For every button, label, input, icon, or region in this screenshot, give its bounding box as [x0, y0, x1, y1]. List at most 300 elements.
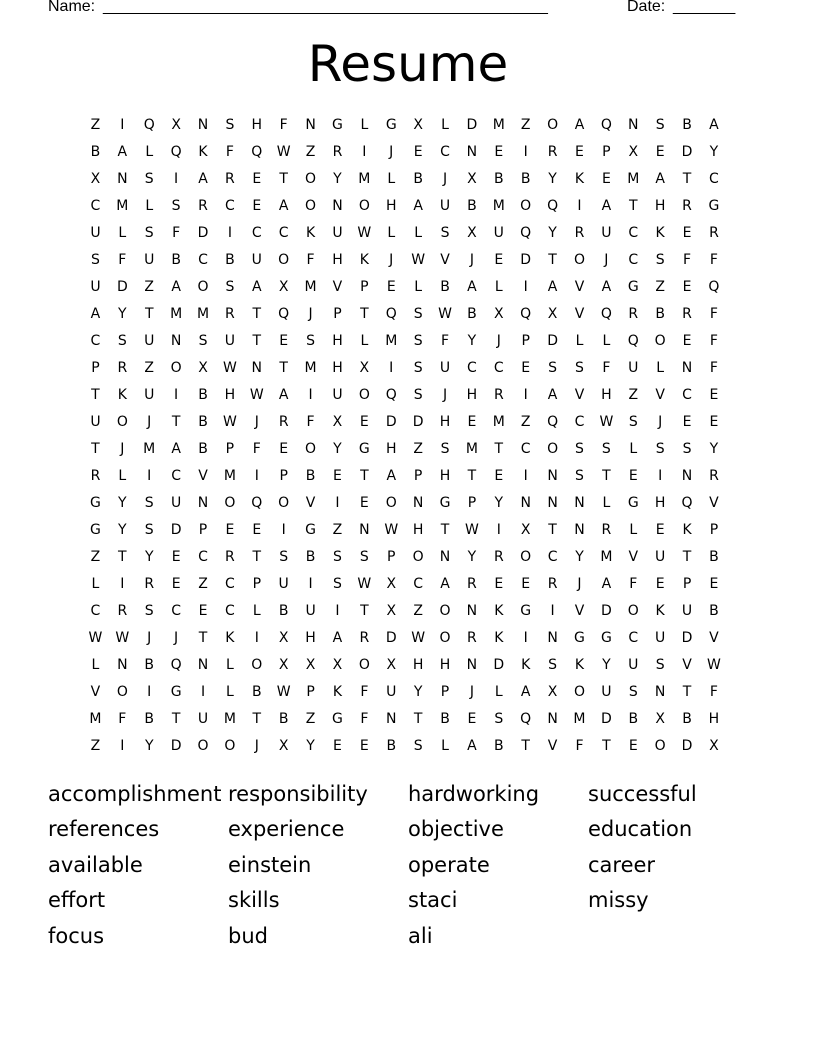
grid-letter[interactable]: C	[493, 360, 504, 376]
grid-letter[interactable]: A	[252, 279, 262, 295]
grid-letter[interactable]: O	[278, 252, 290, 268]
grid-letter[interactable]: Y	[333, 171, 342, 187]
grid-letter[interactable]: D	[681, 738, 693, 754]
grid-letter[interactable]: I	[577, 198, 582, 214]
grid-letter[interactable]: I	[254, 468, 259, 484]
grid-letter[interactable]: B	[494, 171, 504, 187]
grid-letter[interactable]: O	[278, 495, 290, 511]
grid-letter[interactable]: B	[655, 306, 665, 322]
grid-letter[interactable]: B	[709, 603, 719, 619]
grid-letter[interactable]: F	[360, 684, 369, 700]
grid-letter[interactable]: X	[171, 117, 181, 133]
grid-letter[interactable]: U	[144, 333, 155, 349]
grid-letter[interactable]: E	[521, 576, 531, 592]
grid-letter[interactable]: S	[440, 225, 450, 241]
grid-letter[interactable]: S	[655, 252, 665, 268]
grid-letter[interactable]: H	[412, 657, 424, 673]
grid-letter[interactable]: R	[225, 549, 235, 565]
grid-letter[interactable]: X	[278, 630, 289, 646]
date-blank-line[interactable]: _______	[673, 0, 736, 15]
grid-letter[interactable]: C	[628, 252, 639, 268]
grid-letter[interactable]: U	[332, 387, 343, 403]
grid-letter[interactable]: B	[440, 279, 450, 295]
grid-letter[interactable]: X	[413, 117, 423, 133]
grid-letter[interactable]: M	[492, 414, 505, 430]
grid-letter[interactable]: A	[332, 630, 343, 646]
grid-letter[interactable]: V	[440, 252, 450, 268]
grid-letter[interactable]: N	[628, 117, 639, 133]
grid-letter[interactable]: I	[174, 387, 179, 403]
grid-letter[interactable]: A	[413, 198, 423, 214]
grid-letter[interactable]: H	[439, 657, 451, 673]
grid-letter[interactable]: N	[439, 549, 451, 565]
grid-letter[interactable]: E	[467, 414, 477, 430]
grid-letter[interactable]: U	[224, 333, 236, 349]
grid-letter[interactable]: M	[358, 171, 371, 187]
grid-letter[interactable]: T	[682, 171, 692, 187]
grid-letter[interactable]: V	[628, 549, 639, 565]
grid-letter[interactable]: T	[171, 414, 181, 430]
grid-letter[interactable]: T	[171, 711, 181, 727]
grid-letter[interactable]: A	[117, 144, 128, 160]
grid-letter[interactable]: E	[682, 225, 692, 241]
grid-letter[interactable]: J	[389, 252, 394, 268]
grid-letter[interactable]: E	[252, 198, 262, 214]
grid-letter[interactable]: O	[251, 657, 263, 673]
grid-letter[interactable]: G	[520, 603, 532, 619]
grid-letter[interactable]: L	[91, 576, 100, 592]
grid-letter[interactable]: K	[494, 603, 504, 619]
grid-letter[interactable]: V	[90, 684, 101, 700]
grid-letter[interactable]: S	[117, 333, 127, 349]
grid-letter[interactable]: E	[333, 468, 342, 484]
grid-letter[interactable]: D	[466, 117, 478, 133]
grid-letter[interactable]: M	[600, 549, 613, 565]
grid-letter[interactable]: J	[496, 333, 501, 349]
grid-letter[interactable]: J	[577, 576, 582, 592]
grid-letter[interactable]: G	[385, 117, 397, 133]
grid-letter[interactable]: F	[709, 360, 718, 376]
grid-letter[interactable]: E	[359, 495, 369, 511]
grid-letter[interactable]: T	[252, 333, 262, 349]
grid-letter[interactable]: A	[655, 171, 665, 187]
grid-letter[interactable]: C	[90, 333, 101, 349]
grid-letter[interactable]: Q	[708, 279, 720, 295]
grid-letter[interactable]: B	[251, 684, 262, 700]
grid-letter[interactable]: C	[198, 252, 208, 268]
grid-letter[interactable]: X	[332, 414, 343, 430]
grid-letter[interactable]: O	[520, 198, 532, 214]
grid-letter[interactable]: O	[520, 549, 532, 565]
grid-letter[interactable]: S	[333, 576, 342, 592]
grid-letter[interactable]: B	[682, 711, 692, 727]
grid-letter[interactable]: J	[254, 414, 259, 430]
grid-letter[interactable]: O	[654, 738, 666, 754]
grid-letter[interactable]: N	[117, 171, 128, 187]
grid-letter[interactable]: N	[197, 495, 209, 511]
grid-letter[interactable]: T	[279, 360, 288, 376]
grid-letter[interactable]: P	[709, 522, 719, 538]
grid-letter[interactable]: S	[413, 333, 423, 349]
grid-letter[interactable]: T	[682, 549, 692, 565]
grid-letter[interactable]: W	[115, 630, 130, 646]
grid-letter[interactable]: X	[547, 684, 558, 700]
grid-letter[interactable]: A	[520, 684, 531, 700]
grid-letter[interactable]: L	[494, 279, 503, 295]
grid-letter[interactable]: R	[359, 630, 370, 646]
grid-letter[interactable]: Y	[709, 144, 719, 160]
grid-letter[interactable]: S	[359, 549, 369, 565]
grid-letter[interactable]: L	[225, 657, 234, 673]
grid-letter[interactable]: L	[360, 117, 369, 133]
grid-letter[interactable]: B	[144, 657, 155, 673]
grid-letter[interactable]: P	[198, 522, 208, 538]
grid-letter[interactable]: W	[438, 306, 452, 322]
grid-letter[interactable]: D	[681, 630, 693, 646]
grid-letter[interactable]: E	[279, 333, 289, 349]
grid-letter[interactable]: K	[117, 387, 127, 403]
grid-letter[interactable]: H	[439, 414, 451, 430]
grid-letter[interactable]: B	[386, 738, 397, 754]
grid-letter[interactable]: E	[171, 576, 181, 592]
grid-letter[interactable]: I	[254, 630, 259, 646]
grid-letter[interactable]: S	[575, 360, 584, 376]
grid-letter[interactable]: M	[196, 306, 210, 322]
grid-letter[interactable]: T	[602, 738, 611, 754]
grid-letter[interactable]: Q	[600, 117, 612, 133]
grid-letter[interactable]: G	[90, 495, 101, 511]
grid-letter[interactable]: K	[198, 144, 208, 160]
grid-letter[interactable]: E	[709, 414, 719, 430]
grid-letter[interactable]: E	[628, 468, 638, 484]
grid-letter[interactable]: E	[682, 414, 692, 430]
grid-letter[interactable]: W	[249, 387, 264, 403]
grid-letter[interactable]: L	[441, 738, 449, 754]
grid-letter[interactable]: Y	[144, 549, 154, 565]
grid-letter[interactable]: J	[469, 252, 474, 268]
grid-letter[interactable]: L	[414, 279, 423, 295]
grid-letter[interactable]: L	[414, 225, 423, 241]
grid-letter[interactable]: H	[385, 198, 397, 214]
grid-letter[interactable]: G	[439, 495, 451, 511]
grid-letter[interactable]: S	[548, 360, 558, 376]
grid-letter[interactable]: D	[547, 333, 558, 349]
grid-letter[interactable]: A	[440, 576, 450, 592]
grid-letter[interactable]: R	[144, 576, 155, 592]
grid-letter[interactable]: R	[547, 576, 558, 592]
grid-letter[interactable]: R	[198, 198, 208, 214]
grid-letter[interactable]: A	[198, 171, 208, 187]
grid-letter[interactable]: O	[412, 549, 424, 565]
grid-letter[interactable]: G	[627, 279, 639, 295]
grid-letter[interactable]: I	[496, 522, 501, 538]
grid-letter[interactable]: F	[575, 738, 584, 754]
grid-letter[interactable]: F	[709, 333, 718, 349]
grid-letter[interactable]: R	[332, 144, 343, 160]
grid-letter[interactable]: Y	[333, 441, 342, 457]
grid-letter[interactable]: C	[278, 225, 289, 241]
grid-letter[interactable]: U	[439, 360, 451, 376]
grid-letter[interactable]: A	[171, 441, 181, 457]
grid-letter[interactable]: R	[682, 198, 692, 214]
grid-letter[interactable]: H	[439, 468, 451, 484]
grid-letter[interactable]: Z	[144, 360, 155, 376]
grid-letter[interactable]: O	[573, 252, 585, 268]
grid-letter[interactable]: M	[304, 360, 317, 376]
grid-letter[interactable]: H	[654, 198, 666, 214]
grid-letter[interactable]: F	[709, 684, 718, 700]
grid-letter[interactable]: X	[278, 279, 289, 295]
grid-letter[interactable]: Z	[520, 117, 531, 133]
grid-letter[interactable]: E	[655, 522, 665, 538]
grid-letter[interactable]: B	[628, 711, 639, 727]
grid-letter[interactable]: N	[197, 657, 209, 673]
grid-letter[interactable]: A	[601, 279, 612, 295]
grid-letter[interactable]: V	[198, 468, 208, 484]
grid-letter[interactable]: X	[198, 360, 208, 376]
grid-letter[interactable]: H	[385, 441, 397, 457]
grid-letter[interactable]: C	[90, 603, 101, 619]
grid-letter[interactable]: Y	[709, 441, 719, 457]
grid-letter[interactable]: B	[198, 414, 208, 430]
grid-letter[interactable]: L	[441, 117, 449, 133]
grid-letter[interactable]: M	[627, 171, 640, 187]
grid-letter[interactable]: W	[411, 630, 426, 646]
grid-letter[interactable]: A	[601, 576, 612, 592]
grid-letter[interactable]: S	[655, 441, 665, 457]
grid-letter[interactable]: B	[467, 306, 477, 322]
grid-letter[interactable]: R	[682, 306, 692, 322]
grid-letter[interactable]: O	[116, 684, 128, 700]
name-blank-line[interactable]: __________________________________________________	[103, 0, 548, 15]
grid-letter[interactable]: W	[276, 684, 291, 700]
grid-letter[interactable]: I	[120, 738, 125, 754]
grid-letter[interactable]: I	[308, 387, 313, 403]
grid-letter[interactable]: R	[225, 306, 235, 322]
grid-letter[interactable]: R	[709, 468, 719, 484]
grid-letter[interactable]: U	[386, 684, 397, 700]
grid-letter[interactable]: F	[629, 576, 638, 592]
grid-letter[interactable]: L	[387, 225, 396, 241]
grid-letter[interactable]: A	[709, 117, 719, 133]
grid-letter[interactable]: Z	[520, 414, 531, 430]
grid-letter[interactable]: Z	[628, 387, 639, 403]
grid-letter[interactable]: X	[386, 576, 397, 592]
grid-letter[interactable]: T	[198, 630, 208, 646]
grid-letter[interactable]: R	[547, 144, 558, 160]
grid-letter[interactable]: R	[117, 360, 128, 376]
grid-letter[interactable]: Y	[548, 225, 557, 241]
grid-letter[interactable]: X	[547, 306, 558, 322]
grid-letter[interactable]: I	[523, 144, 528, 160]
grid-letter[interactable]: Z	[655, 279, 665, 295]
grid-letter[interactable]: U	[90, 225, 101, 241]
grid-letter[interactable]: L	[387, 171, 396, 187]
grid-letter[interactable]: G	[358, 441, 370, 457]
grid-letter[interactable]: E	[601, 171, 611, 187]
grid-letter[interactable]: B	[413, 171, 423, 187]
grid-letter[interactable]: Q	[385, 306, 397, 322]
grid-letter[interactable]: E	[467, 711, 477, 727]
grid-letter[interactable]: O	[654, 333, 666, 349]
grid-letter[interactable]: B	[709, 549, 719, 565]
grid-letter[interactable]: X	[278, 657, 289, 673]
grid-letter[interactable]: F	[306, 252, 315, 268]
grid-letter[interactable]: P	[521, 333, 530, 349]
grid-letter[interactable]: R	[467, 576, 477, 592]
grid-letter[interactable]: W	[222, 414, 237, 430]
grid-letter[interactable]: J	[442, 171, 448, 187]
grid-letter[interactable]: X	[359, 360, 370, 376]
grid-letter[interactable]: I	[200, 684, 206, 700]
grid-letter[interactable]: H	[466, 387, 478, 403]
grid-letter[interactable]: W	[276, 144, 291, 160]
grid-letter[interactable]: Y	[575, 549, 584, 565]
grid-letter[interactable]: I	[362, 144, 367, 160]
grid-letter[interactable]: B	[198, 441, 208, 457]
grid-letter[interactable]: S	[198, 333, 208, 349]
grid-letter[interactable]: R	[117, 603, 128, 619]
grid-letter[interactable]: K	[574, 657, 585, 673]
grid-letter[interactable]: X	[494, 306, 504, 322]
grid-letter[interactable]: G	[708, 198, 720, 214]
grid-letter[interactable]: N	[547, 711, 558, 727]
grid-letter[interactable]: I	[523, 387, 528, 403]
grid-letter[interactable]: T	[628, 198, 638, 214]
grid-letter[interactable]: O	[358, 198, 370, 214]
grid-letter[interactable]: O	[197, 279, 209, 295]
grid-letter[interactable]: I	[174, 171, 179, 187]
grid-letter[interactable]: A	[574, 117, 585, 133]
grid-letter[interactable]: B	[225, 252, 235, 268]
grid-letter[interactable]: H	[708, 711, 720, 727]
grid-letter[interactable]: N	[574, 522, 585, 538]
grid-letter[interactable]: E	[655, 576, 665, 592]
grid-letter[interactable]: F	[602, 360, 611, 376]
grid-letter[interactable]: J	[174, 630, 179, 646]
grid-letter[interactable]: L	[494, 684, 503, 700]
grid-letter[interactable]: N	[332, 198, 343, 214]
grid-letter[interactable]: R	[601, 522, 612, 538]
grid-letter[interactable]: M	[143, 441, 156, 457]
grid-letter[interactable]: S	[306, 333, 316, 349]
grid-letter[interactable]: G	[332, 711, 343, 727]
grid-letter[interactable]: T	[521, 738, 530, 754]
grid-letter[interactable]: N	[574, 495, 585, 511]
grid-letter[interactable]: E	[521, 360, 531, 376]
grid-letter[interactable]: X	[467, 225, 477, 241]
grid-letter[interactable]: N	[520, 495, 531, 511]
grid-letter[interactable]: B	[278, 603, 289, 619]
grid-letter[interactable]: O	[170, 360, 182, 376]
grid-letter[interactable]: X	[628, 144, 639, 160]
grid-letter[interactable]: I	[389, 360, 394, 376]
grid-letter[interactable]: N	[547, 495, 558, 511]
grid-letter[interactable]: S	[225, 279, 235, 295]
grid-letter[interactable]: O	[116, 414, 128, 430]
grid-letter[interactable]: G	[600, 630, 612, 646]
grid-letter[interactable]: B	[144, 711, 155, 727]
grid-letter[interactable]: N	[654, 684, 666, 700]
grid-letter[interactable]: D	[197, 225, 209, 241]
grid-letter[interactable]: H	[224, 387, 236, 403]
grid-letter[interactable]: U	[655, 630, 666, 646]
grid-letter[interactable]: W	[357, 225, 372, 241]
grid-letter[interactable]: C	[198, 549, 208, 565]
grid-letter[interactable]: I	[523, 630, 528, 646]
grid-letter[interactable]: S	[279, 549, 289, 565]
grid-letter[interactable]: W	[222, 360, 237, 376]
grid-letter[interactable]: N	[681, 468, 693, 484]
grid-letter[interactable]: V	[574, 387, 585, 403]
grid-letter[interactable]: H	[332, 252, 343, 268]
grid-letter[interactable]: N	[359, 522, 370, 538]
grid-letter[interactable]: T	[118, 549, 127, 565]
grid-letter[interactable]: U	[493, 225, 504, 241]
grid-letter[interactable]: H	[332, 333, 343, 349]
grid-letter[interactable]: R	[278, 414, 289, 430]
grid-letter[interactable]: S	[575, 468, 584, 484]
grid-letter[interactable]: A	[601, 198, 612, 214]
grid-letter[interactable]: P	[333, 306, 342, 322]
grid-letter[interactable]: P	[279, 468, 288, 484]
grid-letter[interactable]: D	[412, 414, 424, 430]
grid-letter[interactable]: D	[385, 630, 397, 646]
grid-letter[interactable]: S	[575, 441, 584, 457]
grid-letter[interactable]: P	[387, 549, 396, 565]
grid-letter[interactable]: C	[440, 144, 450, 160]
grid-letter[interactable]: O	[439, 630, 451, 646]
grid-letter[interactable]: N	[547, 630, 558, 646]
grid-letter[interactable]: B	[440, 711, 450, 727]
grid-letter[interactable]: H	[654, 495, 666, 511]
grid-letter[interactable]: E	[682, 333, 692, 349]
grid-letter[interactable]: D	[170, 738, 182, 754]
grid-letter[interactable]: J	[147, 414, 152, 430]
grid-letter[interactable]: L	[602, 333, 611, 349]
grid-letter[interactable]: I	[335, 603, 340, 619]
grid-letter[interactable]: M	[385, 333, 398, 349]
grid-letter[interactable]: K	[574, 171, 585, 187]
grid-letter[interactable]: D	[520, 252, 532, 268]
grid-letter[interactable]: I	[658, 468, 663, 484]
grid-letter[interactable]: P	[602, 144, 611, 160]
grid-letter[interactable]: N	[251, 360, 263, 376]
grid-letter[interactable]: T	[682, 684, 692, 700]
grid-letter[interactable]: E	[198, 603, 208, 619]
grid-letter[interactable]: U	[144, 387, 155, 403]
grid-letter[interactable]: Y	[494, 495, 504, 511]
grid-letter[interactable]: C	[628, 630, 639, 646]
grid-letter[interactable]: P	[360, 279, 369, 295]
grid-letter[interactable]: Y	[118, 495, 127, 511]
grid-letter[interactable]: C	[225, 576, 235, 592]
grid-letter[interactable]: L	[575, 333, 584, 349]
grid-letter[interactable]: M	[170, 306, 183, 322]
grid-letter[interactable]: S	[225, 117, 235, 133]
grid-letter[interactable]: F	[440, 333, 450, 349]
grid-letter[interactable]: T	[360, 468, 369, 484]
grid-letter[interactable]: E	[359, 414, 369, 430]
grid-letter[interactable]: E	[252, 522, 262, 538]
grid-letter[interactable]: C	[225, 198, 235, 214]
grid-letter[interactable]: G	[305, 522, 316, 538]
grid-letter[interactable]: X	[386, 657, 397, 673]
grid-letter[interactable]: K	[225, 630, 235, 646]
grid-letter[interactable]: V	[709, 495, 719, 511]
grid-letter[interactable]: G	[574, 630, 585, 646]
grid-letter[interactable]: W	[357, 576, 372, 592]
